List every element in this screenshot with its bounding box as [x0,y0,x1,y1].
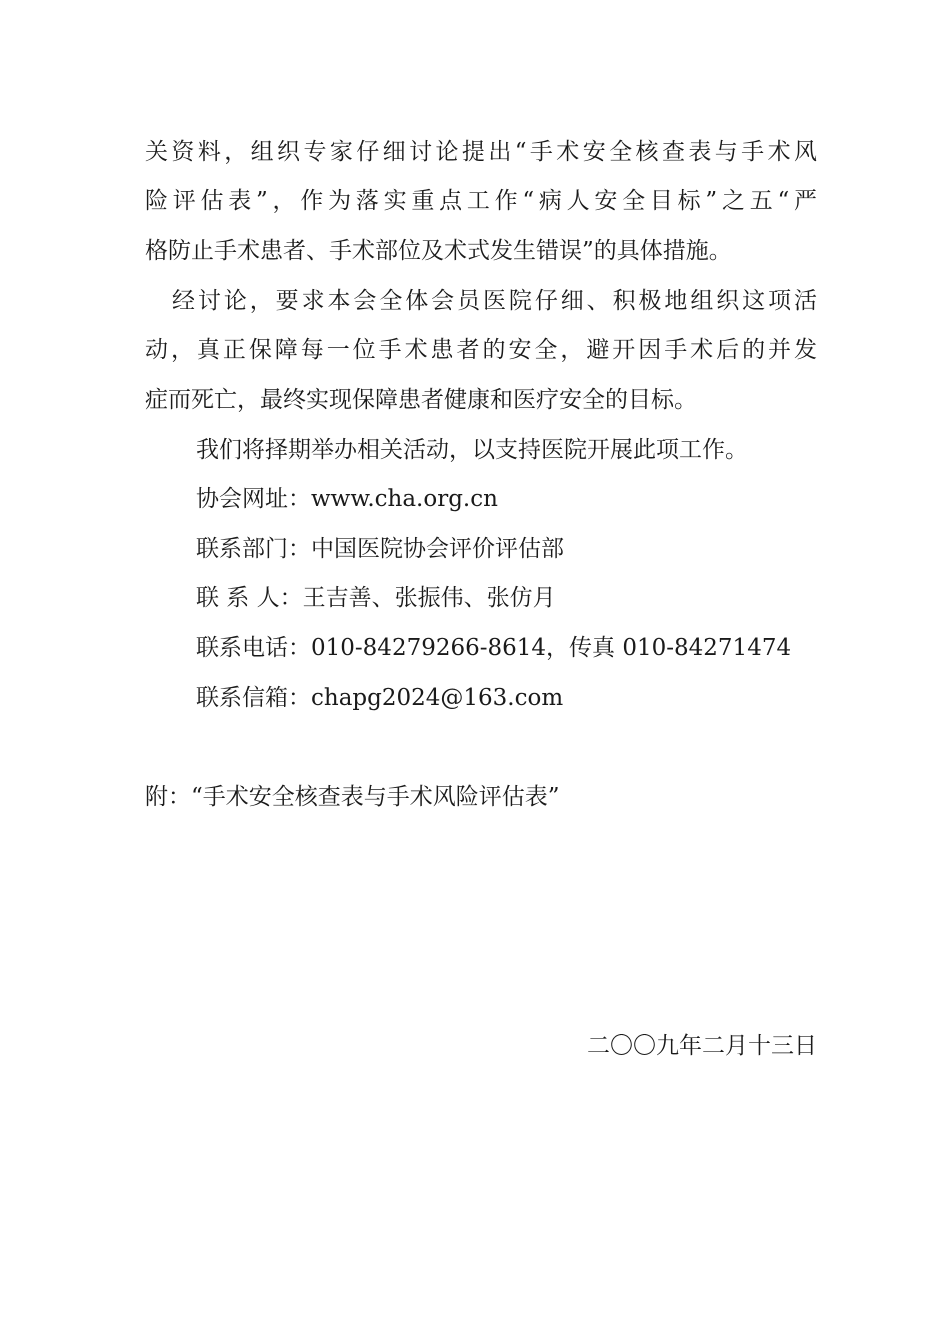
paragraph1-line3: 格防止手术患者、手术部位及术式发生错误”的具体措施。 [145,238,732,264]
paragraph3: 我们将择期举办相关活动，以支持医院开展此项工作。 [196,437,748,463]
paragraph2-line1: 经讨论，要求本会全体会员医院仔细、积极地组织这项活 [172,288,817,314]
paragraph1-line2: 险评估表”，作为落实重点工作“病人安全目标”之五“严 [145,188,817,214]
contact-website: 协会网址：www.cha.org.cn [196,486,498,512]
document-date: 二〇〇九年二月十三日 [587,1033,817,1059]
contact-department: 联系部门：中国医院协会评价评估部 [196,536,564,562]
paragraph2-line2: 动，真正保障每一位手术患者的安全，避开因手术后的并发 [145,337,817,363]
paragraph2-line3: 症而死亡，最终实现保障患者健康和医疗安全的目标。 [145,387,697,413]
paragraph1-line1: 关资料，组织专家仔细讨论提出“手术安全核查表与手术风 [145,139,817,165]
contact-phone: 联系电话：010-84279266-8614，传真 010-84271474 [196,635,792,661]
contact-persons: 联 系 人：王吉善、张振伟、张仿月 [196,585,556,611]
contact-email: 联系信箱：chapg2024@163.com [196,685,564,711]
attachment-note: 附：“手术安全核查表与手术风险评估表” [145,784,560,810]
